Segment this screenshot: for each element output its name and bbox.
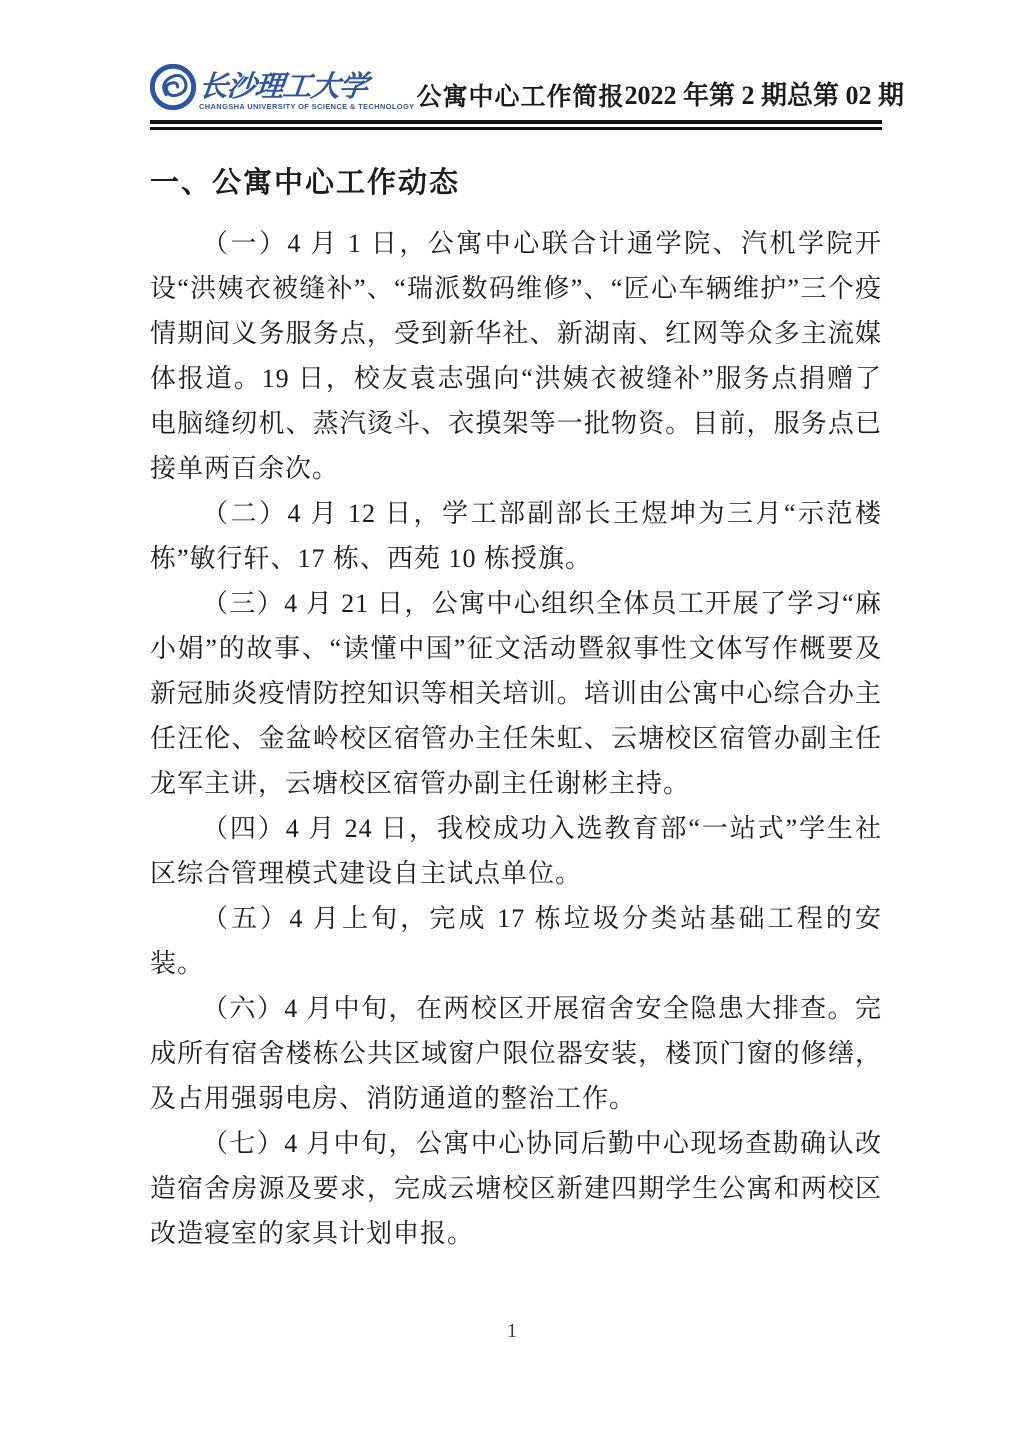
page-content (150, 0, 905, 1256)
body-paragraph: （二）4 月 12 日，学工部副部长王煜坤为三月“示范楼栋”敏行轩、17 栋、西苑 10 栋授旗。 (150, 499, 882, 573)
bulletin-header (150, 64, 905, 111)
body-paragraph: （六）4 月中旬，在两校区开展宿舍安全隐患大排查。完成所有宿舍楼栋公共区域窗户限位器安装，楼顶门窗的修缮，及占用强弱电房、消防通道的整治工作。 (150, 994, 882, 1113)
section-heading: 一、公寓中心工作动态 (150, 167, 461, 199)
university-name-cn: 长沙理工大学 (197, 69, 369, 103)
body-paragraph: （四）4 月 24 日，我校成功入选教育部“一站式”学生社区综合管理模式建设自主试点单位。 (150, 814, 882, 888)
body-paragraph: （七）4 月中旬，公寓中心协同后勤中心现场查勘确认改造宿舍房源及要求，完成云塘校区新建四期学生公寓和两校区改造寝室的家具计划申报。 (150, 1129, 882, 1248)
body-text (150, 221, 882, 1256)
page-number: 1 (507, 1320, 517, 1342)
university-seal-icon (150, 64, 196, 110)
university-name-en: CHANGSHA UNIVERSITY OF SCIENCE & TECHNOLOGY (199, 102, 415, 111)
header-divider (150, 120, 882, 130)
university-logo (150, 64, 414, 111)
body-paragraph: （五）4 月上旬，完成 17 栋垃圾分类站基础工程的安装。 (150, 904, 882, 978)
body-paragraph: （三）4 月 21 日，公寓中心组织全体员工开展了学习“麻小娟”的故事、“读懂中国”征文活动暨叙事性文体写作概要及新冠肺炎疫情防控知识等相关培训。培训由公寓中心综合办主任汪伦、金盆岭校区宿管办主任朱虹、云塘校区宿管办副主任龙军主讲，云塘校区宿管办副主任谢彬主持。 (150, 589, 882, 798)
university-names (199, 71, 414, 111)
issue-info: 2022 年第 2 期总第 02 期 (624, 81, 905, 111)
body-paragraph: （一）4 月 1 日，公寓中心联合计通学院、汽机学院开设“洪姨衣被缝补”、“瑞派数码维修”、“匠心车辆维护”三个疫情期间义务服务点，受到新华社、新湖南、红网等众多主流媒体报道。19 日，校友袁志强向“洪姨衣被缝补”服务点捐赠了电脑缝纫机、蒸汽烫斗、衣摸架等一批物资。目前，服务点已接单两百余次。 (150, 229, 882, 483)
bulletin-title: 公寓中心工作简报 (416, 83, 625, 111)
